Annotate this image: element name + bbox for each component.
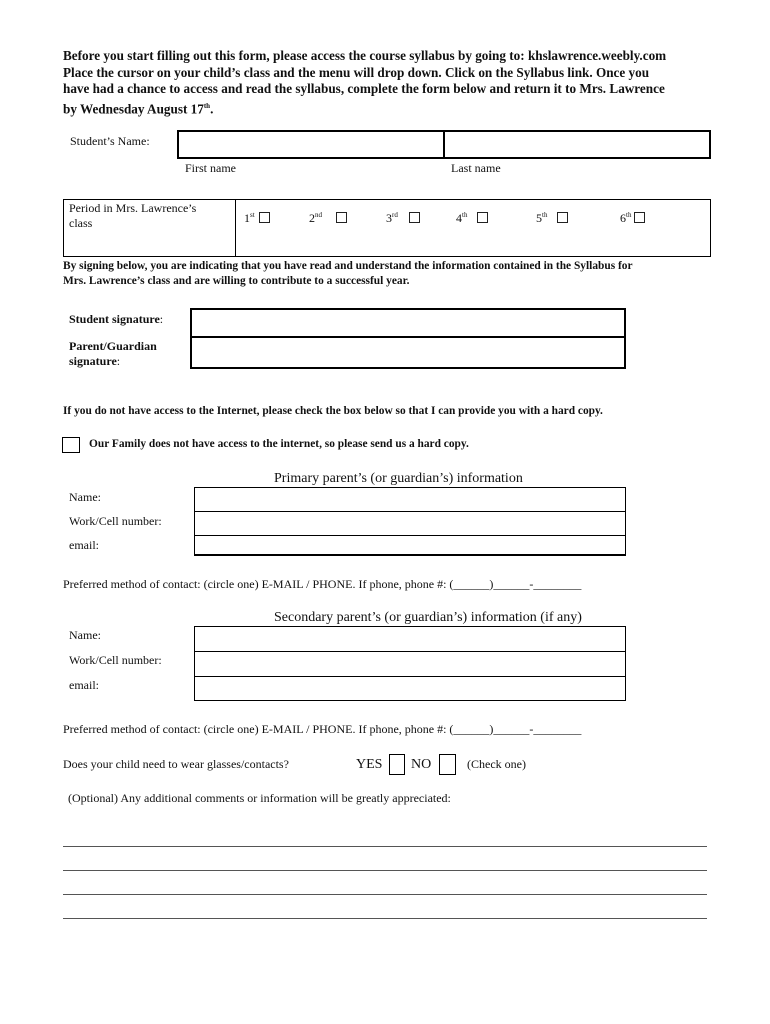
period-option-1[interactable] [244, 211, 270, 226]
instructions-line: have had a chance to access and read the syllabus, complete the form below and return it to Mrs. Lawrence [63, 81, 665, 97]
comment-line[interactable] [63, 846, 707, 847]
period-label-line: class [69, 216, 93, 230]
agreement-line: By signing below, you are indicating that you have read and understand the information contained in the Syllabus for [63, 260, 633, 272]
comments-label: (Optional) Any additional comments or information will be greatly appreciated: [68, 791, 451, 805]
period-num: 6 [620, 211, 626, 225]
instructions-line: Before you start filling out this form, please access the course syllabus by going to: khslawrence.weebly.com [63, 48, 667, 63]
period-num: 3 [386, 211, 392, 225]
last-name-caption: Last name [451, 161, 501, 175]
primary-section-title: Primary parent’s (or guardian’s) information [274, 471, 523, 486]
due-date-period: . [210, 101, 214, 117]
checkbox-icon[interactable] [477, 212, 488, 223]
period-suffix: th [542, 211, 548, 219]
parent-signature-label-line: signature [69, 354, 117, 368]
comment-line[interactable] [63, 918, 707, 919]
secondary-name-label: Name: [69, 628, 101, 642]
student-name-label: Student’s Name: [70, 134, 150, 148]
secondary-phone-field[interactable] [194, 651, 626, 677]
checkbox-icon[interactable] [336, 212, 347, 223]
comment-line[interactable] [63, 894, 707, 895]
period-option-4[interactable] [456, 211, 488, 226]
period-label-line: Period in Mrs. Lawrence’s [69, 201, 197, 215]
period-option-5[interactable] [536, 211, 568, 226]
student-signature-field[interactable] [190, 308, 626, 338]
secondary-contact-method: Preferred method of contact: (circle one) E-MAIL / PHONE. If phone, phone #: (______)______-________ [63, 722, 582, 736]
student-signature-label-text: Student signature [69, 312, 160, 326]
glasses-question: Does your child need to wear glasses/contacts? [63, 757, 289, 771]
checkbox-icon[interactable] [259, 212, 270, 223]
primary-phone-field[interactable] [194, 511, 626, 536]
primary-name-label: Name: [69, 490, 101, 504]
parent-signature-field[interactable] [190, 336, 626, 369]
colon: : [159, 312, 164, 326]
internet-notice: If you do not have access to the Internet, please check the box below so that I can provide you with a hard copy. [63, 405, 603, 417]
first-name-field[interactable] [177, 130, 445, 159]
instructions-paragraph [63, 48, 713, 118]
primary-email-label: email: [69, 538, 99, 552]
period-suffix: st [250, 211, 255, 219]
due-date-text: by Wednesday August 17 [63, 101, 204, 117]
parent-signature-label [69, 339, 157, 369]
checkbox-icon[interactable] [409, 212, 420, 223]
yes-label: YES [356, 757, 383, 772]
primary-contact-method: Preferred method of contact: (circle one) E-MAIL / PHONE. If phone, phone #: (______)______-________ [63, 577, 582, 591]
yes-checkbox[interactable] [389, 754, 405, 775]
first-name-caption: First name [185, 161, 236, 175]
comment-line[interactable] [63, 870, 707, 871]
period-option-3[interactable] [386, 211, 420, 226]
agreement-text [63, 259, 633, 288]
student-signature-label [69, 312, 163, 327]
period-num: 1 [244, 211, 250, 225]
check-one-hint: (Check one) [467, 757, 526, 771]
period-suffix: rd [392, 211, 398, 219]
no-internet-label: Our Family does not have access to the internet, so please send us a hard copy. [89, 438, 469, 450]
instructions-line [63, 98, 713, 118]
secondary-email-field[interactable] [194, 676, 626, 701]
no-label: NO [411, 757, 432, 772]
checkbox-icon[interactable] [557, 212, 568, 223]
secondary-phone-label: Work/Cell number: [69, 653, 162, 667]
period-num: 2 [309, 211, 315, 225]
primary-name-field[interactable] [194, 487, 626, 512]
parent-signature-label-line: Parent/Guardian [69, 339, 157, 353]
period-suffix: th [626, 211, 632, 219]
secondary-name-field[interactable] [194, 626, 626, 652]
period-num: 5 [536, 211, 542, 225]
primary-email-field[interactable] [194, 535, 626, 556]
period-suffix: th [462, 211, 468, 219]
secondary-section-title: Secondary parent’s (or guardian’s) information (if any) [274, 610, 582, 625]
period-option-2[interactable] [309, 211, 347, 226]
instructions-line: Place the cursor on your child’s class and the menu will drop down. Click on the Syllabus link. Once you [63, 64, 650, 80]
period-num: 4 [456, 211, 462, 225]
due-date-suffix: th [203, 101, 211, 110]
colon: : [116, 354, 121, 368]
checkbox-icon[interactable] [634, 212, 645, 223]
period-option-6[interactable] [620, 211, 645, 226]
period-label [69, 201, 196, 231]
primary-phone-label: Work/Cell number: [69, 514, 162, 528]
agreement-line: Mrs. Lawrence’s class and are willing to contribute to a successful year. [63, 274, 410, 287]
last-name-field[interactable] [443, 130, 711, 159]
no-checkbox[interactable] [439, 754, 456, 775]
period-table-divider [235, 199, 236, 257]
secondary-email-label: email: [69, 678, 99, 692]
period-suffix: nd [315, 211, 322, 219]
no-internet-checkbox[interactable] [62, 437, 80, 453]
